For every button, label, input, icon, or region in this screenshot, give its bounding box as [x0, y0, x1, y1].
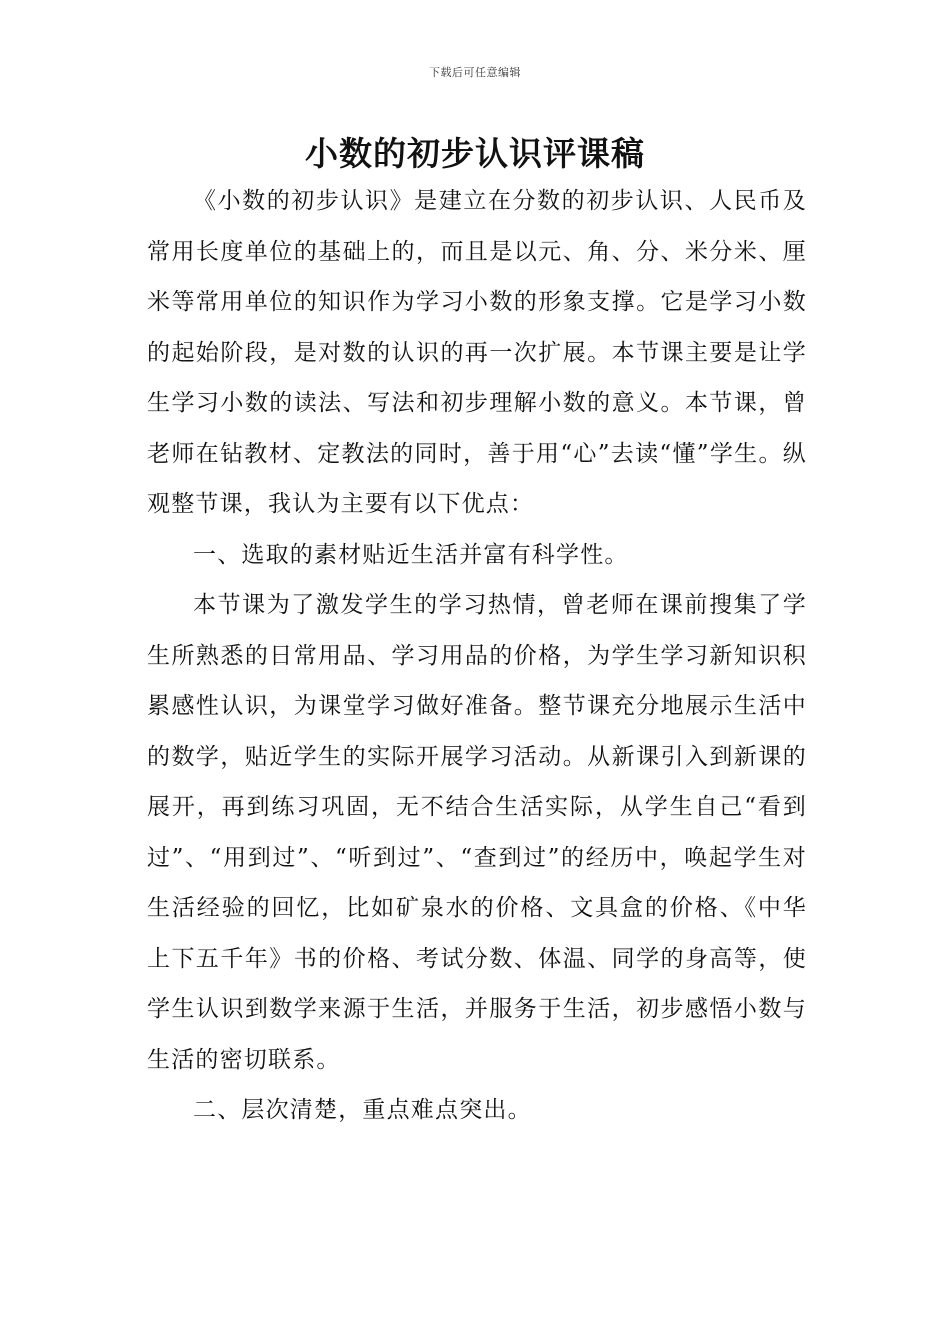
section-heading-2: 二、层次清楚，重点难点突出。: [193, 1097, 532, 1123]
document-title: 小数的初步认识评课稿: [305, 134, 645, 173]
paragraph-section-1: 本节课为了激发学生的学习热情，曾老师在课前搜集了学生所熟悉的日常用品、学习用品的价格，为学生学习新知识积累感性认识，为课堂学习做好准备。整节课充分地展示生活中的数学，贴近学生的实际开展学习活动。从新课引入到新课的展开，再到练习巩固，无不结合生活实际，从学生自己“看到过”、“用到过”、“听到过”、“查到过”的经历中，唤起学生对生活经验的回忆，比如矿泉水的价格、文具盒的价格、《中华上下五千年》书的价格、考试分数、体温、同学的身高等，使学生认识到数学来源于生活，并服务于生活，初步感悟小数与生活的密切联系。: [147, 592, 807, 1073]
section-heading-1: 一、选取的素材贴近生活并富有科学性。: [193, 541, 629, 568]
document-body: [147, 176, 807, 1136]
header-note: 下载后可任意编辑: [429, 66, 521, 79]
paragraph-intro: 《小数的初步认识》是建立在分数的初步认识、人民币及常用长度单位的基础上的，而且是以元、角、分、米分米、厘米等常用单位的知识作为学习小数的形象支撑。它是学习小数的起始阶段，是对数的认识的再一次扩展。本节课主要是让学生学习小数的读法、写法和初步理解小数的意义。本节课，曾老师在钻教材、定教法的同时，善于用“心”去读“懂”学生。纵观整节课，我认为主要有以下优点：: [147, 188, 807, 517]
